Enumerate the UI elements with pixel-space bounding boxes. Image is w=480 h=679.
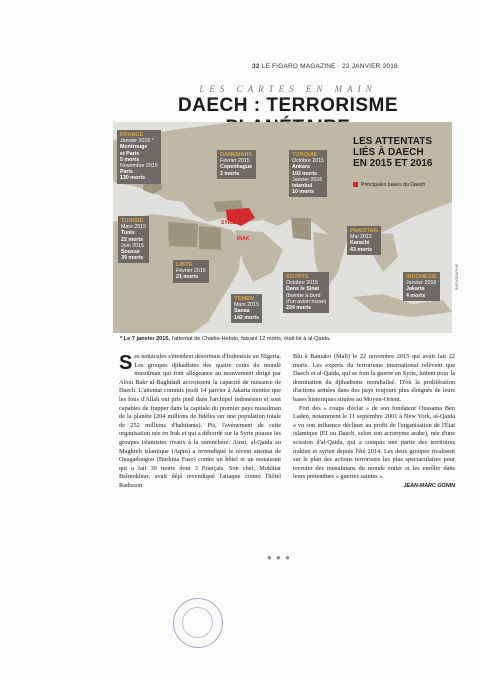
callout-egypte: ÉGYPTE Octobre 2015 Dans le Sinaï (bombe à bord d'un avion russe) 224 morts — [283, 272, 329, 313]
article-title: DAECH : TERRORISME — [177, 95, 399, 116]
magazine-name: LE FIGARO MAGAZINE — [261, 63, 336, 70]
callout-france: FRANCE Janvier 2015 * Montrouge et Paris 5 morts Novembre 2015 Paris 130 morts — [117, 130, 161, 184]
column-1-text: es tentacules s'étendent désormais d'Indonésie au Nigeria. Les groupes djihadistes des quatre coins du monde musulman qui font allégeance au mouvement dirigé par Abou Bakr al-Baghdadi accroissent la capacité de nuisance de Daech. L'attentat commis jeudi 14 janvier à Jakarta montre que les fous d'Allah ont pris pied dans l'archipel indonésien et sont capables de frapper dans la capitale du premier pays musulman de la planète (204 millions de fidèles sur une population totale de 252 millions d'habitants). Pis, l'avènement de cette organisation née en Irak et qui a débordé sur la Syrie pousse les groupes islamistes rivaux à la surenchère. Ainsi, al-Qaida au Maghreb islamique (Aqmi) a revendiqué le récent attentat de Ouagadougou (Burkina Faso) contre un hôtel et un restaurant qui a fait 30 morts dont 3 Français. Son chef, Mokhtar Belmokhtar, avait déjà revendiqué l'attaque contre l'hôtel Radisson — [119, 353, 281, 489]
world-map — [113, 122, 452, 333]
section-rubric: LES CARTES EN MAIN — [199, 84, 377, 94]
callout-libye: LIBYE Février 2015 21 morts — [173, 260, 209, 283]
map-legend: Principales bases du Daech — [353, 182, 425, 188]
page-number: 32 — [252, 63, 260, 70]
map-title: LES ATTENTATS LIÉS À DAECH EN 2015 ET 2016 — [353, 136, 433, 169]
callout-turquie: TURQUIE Octobre 2015 Ankara 102 morts Janvier 2016 Istanbul 10 morts — [289, 150, 327, 197]
article-column-2 — [293, 353, 455, 491]
pakistan-country — [291, 218, 311, 240]
callout-indonesie: INDONÉSIE Janvier 2016 Jakarta 4 morts — [403, 272, 440, 301]
callout-danemark: DANEMARK Février 2015 Copenhague 2 morts — [217, 150, 256, 179]
label-syrie: SYRIE — [221, 220, 237, 226]
column-2-paragraph-2: Fort des « coups d'éclat » de son fondateur Oussama Ben Laden, notamment le 11 septembre 2001 à New York, al-Qaida a vu son influence décliner au profit de l'organisation de l'État islamique (EI ou Daech, selon son acronyme arabe), née d'une scission d'al-Qaida, qui a conquis une partie des territoires irakien et syrien depuis l'été 2014. Les deux groupes rivalisent sur le plan des actions terroristes les plus spectaculaires pour recruter des musulmans du monde entier et les enrôler dans leurs prétendues « guerres saintes ». — [293, 404, 455, 481]
label-irak: IRAK — [237, 236, 250, 242]
egypt-country — [199, 226, 221, 250]
callout-pakistan: PAKISTAN Mai 2015 Karachi 43 morts — [347, 226, 381, 255]
callout-tunisie: TUNISIE Mars 2015 Tunis 22 morts Juin 2015 Sousse 39 morts — [118, 216, 149, 263]
issue-date: 22 JANVIER 2016 — [342, 63, 398, 70]
drop-cap: S — [119, 352, 133, 374]
library-stamp — [173, 598, 223, 648]
libya-country — [168, 222, 198, 247]
map-credit: INFOGRAPHIE — [455, 263, 459, 290]
legend-swatch — [353, 182, 358, 187]
end-dots: ● ● ● — [267, 553, 291, 562]
map-caption: * Le 7 janvier 2015, l'attentat de Charlie-Hebdo, faisant 12 morts, était lié à al-Qaida. — [120, 336, 331, 342]
author-signature: JEAN-MARC GONIN — [403, 482, 455, 489]
page-header: 32 LE FIGARO MAGAZINE · 22 JANVIER 2016 — [252, 63, 398, 70]
callout-yemen: YÉMEN Mars 2015 Sanaa 142 morts — [231, 294, 262, 323]
column-2-paragraph-1: Blu à Bamako (Mali) le 22 novembre 2015 qui avait fait 22 morts. Les experts du terrorisme international relèvent que Daech et al-Qaida, qui se font la guerre en Syrie, luttent pour la domination du djihadisme mondialisé. D'où la prolifération d'actions armées dans des pays toujours plus éloignés de leurs bases historiques situées au Moyen-Orient. — [293, 353, 455, 403]
article-column-1 — [119, 353, 281, 491]
